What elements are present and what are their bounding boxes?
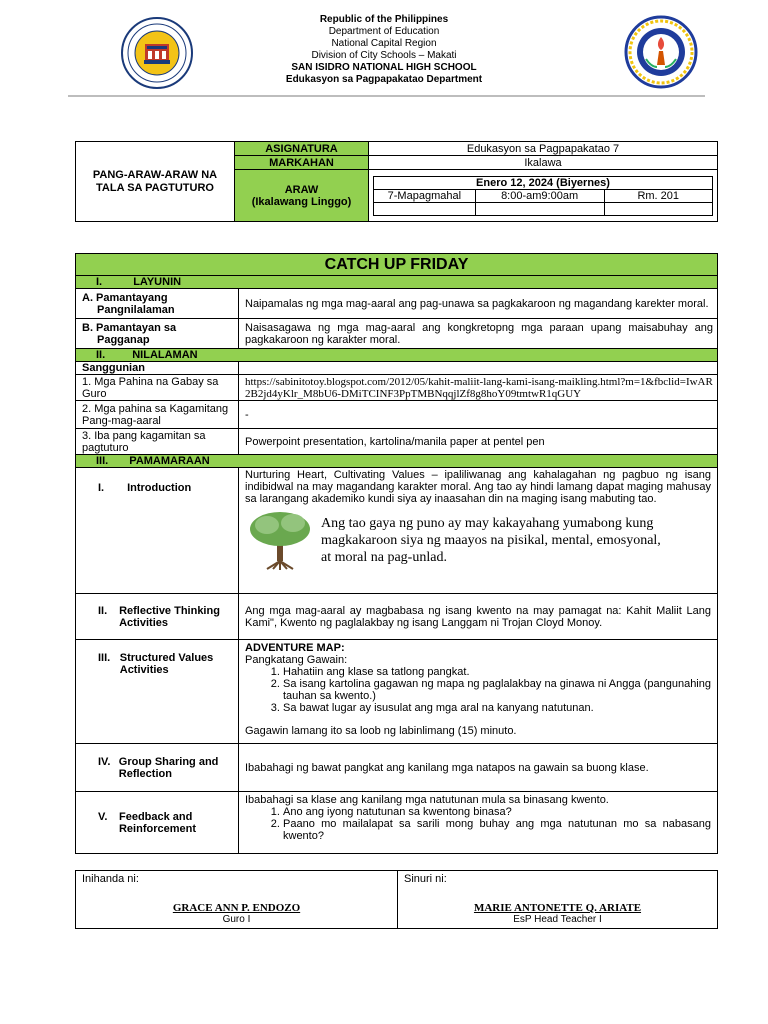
division-line: Division of City Schools – Makati	[311, 50, 457, 61]
text-kagamitang-mag-aaral: -	[239, 401, 718, 429]
doc-title: PANG-ARAW-ARAW NA TALA SA PAGTUTURO	[76, 142, 235, 222]
asignatura-label: ASIGNATURA	[235, 142, 369, 156]
letterhead	[0, 14, 768, 86]
list-item: 3. Sa bawat lugar ay isusulat ang mga aral na kanyang natutunan.	[283, 702, 711, 714]
label-gabay-guro: 1. Mga Pahina na Gabay sa Guro	[76, 375, 239, 401]
region-line: National Capital Region	[331, 38, 437, 49]
time: 8:00-am9:00am	[475, 189, 604, 202]
reflective-label: II. Reflective Thinking Activities	[76, 594, 239, 640]
section-pamamaraan: III. PAMAMARAAN	[76, 455, 718, 468]
introduction-content	[239, 468, 718, 594]
section-nilalaman: II. NILALAMAN	[76, 349, 718, 362]
araw-label: ARAW (Ikalawang Linggo)	[235, 170, 369, 222]
markahan-value: Ikalawa	[369, 156, 718, 170]
markahan-label: MARKAHAN	[235, 156, 369, 170]
adventure-map-heading: ADVENTURE MAP:	[245, 642, 345, 654]
checked-by-label: Sinuri ni:	[404, 873, 447, 885]
school-name: SAN ISIDRO NATIONAL HIGH SCHOOL	[291, 62, 477, 73]
reflective-text: Ang mga mag-aaral ay magbabasa ng isang kwento na may pamagat na: Kahit Maliit Lang Kami", Kwento ng paglalakbay ng isang Langgam ni Trojan Cloyd Monoy.	[239, 594, 718, 640]
schedule-cell	[369, 170, 718, 222]
signature-table	[75, 870, 718, 929]
label-iba-pang-kagamitan: 3. Iba pang kagamitan sa pagtuturo	[76, 429, 239, 455]
group-sharing-label: IV. Group Sharing and Reflection	[76, 744, 239, 792]
deped-line: Department of Education	[328, 26, 440, 37]
label-pamantayang-pangnilalaman: A. Pamantayang Pangnilalaman	[76, 289, 239, 319]
pangkatang-gawain: Pangkatang Gawain:	[245, 654, 348, 666]
list-item: 2. Sa isang kartolina gagawan ng mapa ng paglalakbay na ginawa ni Angga (pangunahing tauhan sa kwento.)	[283, 678, 711, 702]
label-pamantayan-pagganap: B. Pamantayan sa Pagganap	[76, 319, 239, 349]
list-item: 1. Ano ang iyong natutunan sa kwentong binasa?	[283, 806, 711, 818]
sanggunian-label: Sanggunian	[76, 362, 239, 375]
schedule-table	[373, 176, 713, 216]
introduction-text: Nurturing Heart, Cultivating Values – ipaliliwanag ang kahalagahan ng pagbuo ng isang indibidwal na may magandang karakter moral. Ang tao ay hindi lamang dapat maging mahusay sa larangang akademiko kundi siya ay inaasahan din na maging isang mabuting tao.	[245, 469, 711, 505]
date: Enero 12, 2024 (Biyernes)	[374, 176, 713, 189]
tree-icon	[245, 509, 315, 571]
time-note: Gagawin lamang ito sa loob ng labinlimang (15) minuto.	[245, 725, 517, 737]
group-sharing-text: Ibabahagi ng bawat pangkat ang kanilang mga natapos na gawain sa buong klase.	[239, 744, 718, 792]
feedback-content: Ibabahagi sa klase ang kanilang mga natutunan mula sa binasang kwento. 1. Ano ang iyong natutunan sa kwentong binasa? 2. Paano mo mailalapat sa sarili mong buhay ang mga natutunan mo sa nabasang kwento?	[239, 792, 718, 854]
prepared-by-cell	[76, 871, 398, 929]
section: 7-Mapagmahal	[374, 189, 476, 202]
list-item: 2. Paano mo mailalapat sa sarili mong buhay ang mga natutunan mo sa nabasang kwento?	[283, 818, 711, 842]
label-kagamitang-mag-aaral: 2. Mga pahina sa Kagamitang Pang-mag-aaral	[76, 401, 239, 429]
structured-content	[239, 640, 718, 744]
republic-line: Republic of the Philippines	[319, 14, 449, 25]
feedback-label: V. Feedback and Reinforcement	[76, 792, 239, 854]
tree-quote: Ang tao gaya ng puno ay may kakayahang yumabong kung magkakaroon siya ng maayos na pisikal, mental, emosyonal, at moral na pag-unlad.	[321, 515, 661, 565]
info-table	[75, 141, 718, 222]
tree-quote-box	[245, 509, 711, 571]
structured-label: III. Structured Values Activities	[76, 640, 239, 744]
prepared-by-label: Inihanda ni:	[82, 873, 139, 885]
reference-link[interactable]: https://sabinitotoy.blogspot.com/2012/05/kahit-maliit-lang-kami-isang-maikling.html?m=1&fbclid=IwAR2B2jd4yKlr_M8bU6-DMiTCINF3PpTMBNqqjlZf8g8hoY09tmtwR1qGUY	[239, 375, 718, 401]
checked-by-name: MARIE ANTONETTE Q. ARIATE	[473, 902, 642, 914]
prepared-by-name: GRACE ANN P. ENDOZO	[172, 902, 301, 914]
header-divider	[68, 95, 705, 97]
lesson-plan-table	[75, 253, 718, 854]
text-pamantayang-pangnilalaman: Naipamalas ng mga mag-aaral ang pag-unawa sa pagkakaroon ng magandang karekter moral.	[239, 289, 718, 319]
text-pamantayan-pagganap: Naisasagawa ng mga mag-aaral ang kongkretopng mga paraan upang maisabuhay ang pagkakaroon ng karakter moral.	[239, 319, 718, 349]
checked-by-cell	[398, 871, 718, 929]
text-iba-pang-kagamitan: Powerpoint presentation, kartolina/manila paper at pentel pen	[239, 429, 718, 455]
introduction-label: I. Introduction	[76, 468, 239, 594]
list-item: 1. Hahatiin ang klase sa tatlong pangkat.	[283, 666, 711, 678]
banner: CATCH UP FRIDAY	[76, 254, 718, 276]
structured-steps	[245, 666, 711, 714]
prepared-by-title: Guro I	[222, 914, 251, 925]
section-layunin: I. LAYUNIN	[76, 276, 718, 289]
asignatura-value: Edukasyon sa Pagpapakatao 7	[369, 142, 718, 156]
feedback-questions	[245, 806, 711, 842]
room: Rm. 201	[604, 189, 713, 202]
checked-by-title: EsP Head Teacher I	[513, 914, 602, 925]
department-name: Edukasyon sa Pagpapakatao Department	[285, 74, 483, 85]
sanggunian-empty	[239, 362, 718, 375]
